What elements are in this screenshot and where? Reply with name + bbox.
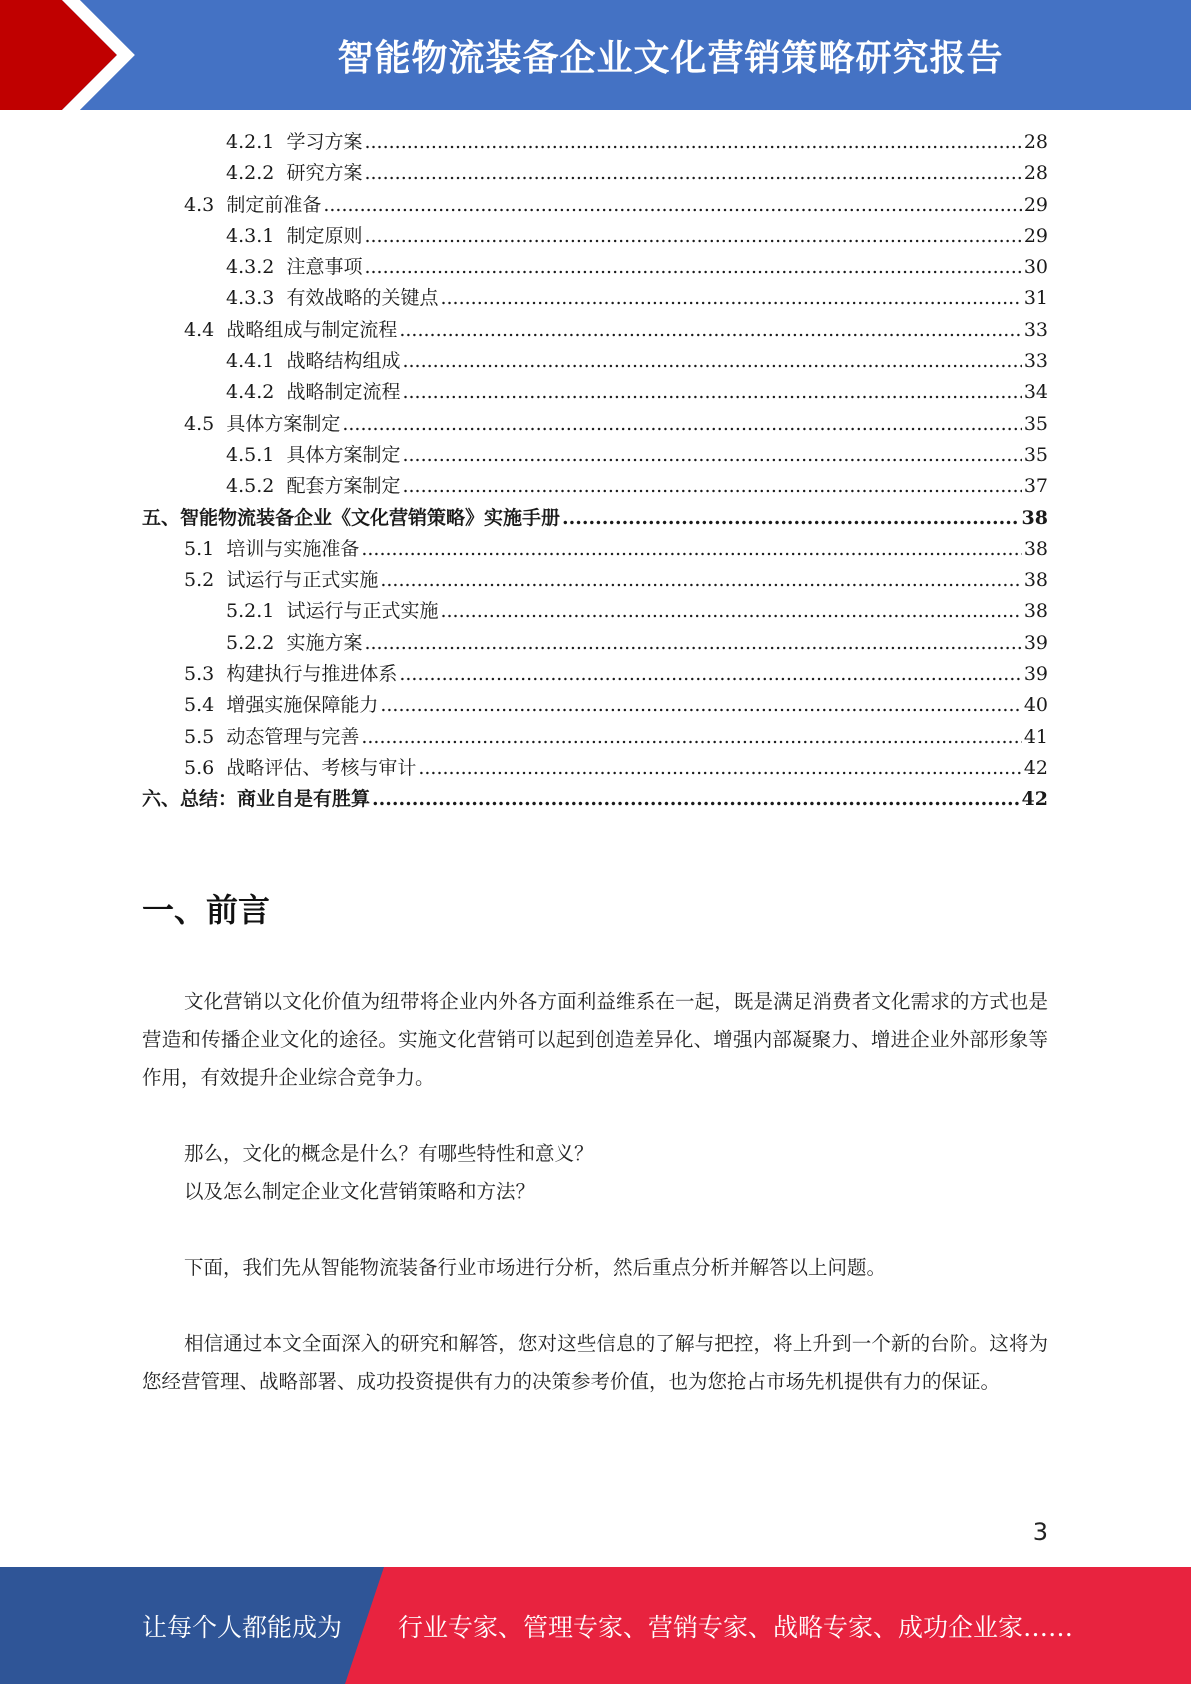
toc-entry-number: 4.3.1 <box>226 224 275 247</box>
toc-entry-label: 试运行与正式实施 <box>226 569 379 592</box>
chevron-decoration <box>0 0 160 110</box>
intro-paragraph-2: 下面，我们先从智能物流装备行业市场进行分析，然后重点分析并解答以上问题。 <box>184 1256 887 1279</box>
toc-entry-label: 试运行与正式实施 <box>286 600 439 623</box>
toc-entry-label: 智能物流装备企业《文化营销策略》实施手册 <box>180 506 561 529</box>
toc-entry-page: 33 <box>1023 350 1048 373</box>
toc-entry-page: 42 <box>1023 756 1048 779</box>
toc-entry-label: 制定原则 <box>286 224 363 247</box>
toc-entry-number: 4.3 <box>184 193 215 216</box>
toc-entry[interactable] <box>142 158 1048 189</box>
toc-entry-number: 5.5 <box>184 725 215 748</box>
toc-dot-leader <box>342 409 1021 440</box>
toc-entry-label: 制定前准备 <box>226 193 322 216</box>
table-of-contents <box>142 127 1048 816</box>
toc-entry-label: 学习方案 <box>286 131 363 153</box>
toc-entry-label: 战略制定流程 <box>286 381 401 404</box>
toc-dot-leader <box>361 722 1021 753</box>
question-line-1: 那么，文化的概念是什么？有哪些特性和意义？ <box>184 1142 594 1165</box>
toc-entry-page: 40 <box>1023 694 1048 717</box>
toc-entry-page: 28 <box>1023 162 1048 185</box>
toc-entry[interactable] <box>142 315 1048 346</box>
toc-entry[interactable] <box>142 377 1048 408</box>
toc-entry[interactable] <box>142 722 1048 753</box>
toc-entry-number: 4.5.2 <box>226 475 275 498</box>
toc-entry-label: 培训与实施准备 <box>226 537 360 560</box>
toc-entry[interactable] <box>142 252 1048 283</box>
toc-entry-page: 30 <box>1023 256 1048 279</box>
toc-entry[interactable] <box>142 440 1048 471</box>
question-lines <box>142 1135 1048 1211</box>
toc-entry-number: 4.3.2 <box>226 256 275 279</box>
toc-entry[interactable] <box>142 503 1048 534</box>
toc-entry-number: 5.2 <box>184 569 215 592</box>
intro-paragraph-3: 相信通过本文全面深入的研究和解答，您对这些信息的了解与把控，将上升到一个新的台阶。这将为您经营管理、战略部署、成功投资提供有力的决策参考价值，也为您抢占市场先机提供有力的保证。 <box>142 1332 1048 1393</box>
toc-entry-page: 29 <box>1023 224 1048 247</box>
toc-entry[interactable] <box>142 190 1048 221</box>
toc-entry-page: 38 <box>1023 537 1048 560</box>
toc-entry-page: 39 <box>1023 631 1048 654</box>
toc-entry[interactable] <box>142 784 1048 815</box>
toc-entry-page: 41 <box>1023 725 1048 748</box>
toc-entry-label: 有效战略的关键点 <box>286 287 439 310</box>
toc-entry[interactable] <box>142 221 1048 252</box>
toc-entry[interactable] <box>142 346 1048 377</box>
toc-entry-label: 配套方案制定 <box>286 475 401 498</box>
toc-dot-leader <box>380 565 1021 596</box>
toc-entry-page: 29 <box>1023 193 1048 216</box>
toc-dot-leader <box>418 753 1021 784</box>
toc-dot-leader <box>364 127 1021 158</box>
toc-entry[interactable] <box>142 471 1048 502</box>
toc-entry-label: 战略结构组成 <box>286 350 401 373</box>
toc-entry[interactable] <box>142 283 1048 314</box>
toc-entry-number: 4.5 <box>184 412 215 435</box>
toc-dot-leader <box>399 659 1021 690</box>
toc-dot-leader <box>364 252 1021 283</box>
section-heading: 一、前言 <box>142 891 271 929</box>
toc-entry-page: 31 <box>1023 287 1048 310</box>
toc-dot-leader <box>402 440 1021 471</box>
toc-entry-number: 5.4 <box>184 694 215 717</box>
toc-entry-number: 5.6 <box>184 756 215 779</box>
toc-entry-page: 38 <box>1021 506 1048 529</box>
toc-entry[interactable] <box>142 596 1048 627</box>
toc-dot-leader <box>364 158 1021 189</box>
toc-entry-page: 42 <box>1021 788 1048 811</box>
toc-entry-label: 实施方案 <box>286 631 363 654</box>
toc-entry-label: 总结：商业自是有胜算 <box>180 788 371 811</box>
toc-dot-leader <box>361 534 1021 565</box>
toc-dot-leader <box>440 283 1021 314</box>
toc-entry-label: 研究方案 <box>286 162 363 185</box>
toc-entry-number: 4.4 <box>184 318 215 341</box>
intro-paragraph-1: 文化营销以文化价值为纽带将企业内外各方面利益维系在一起，既是满足消费者文化需求的方式也是营造和传播企业文化的途径。实施文化营销可以起到创造差异化、增强内部凝聚力、增进企业外部形象等作用，有效提升企业综合竞争力。 <box>142 990 1048 1089</box>
toc-entry-number: 4.4.1 <box>226 350 275 373</box>
toc-entry-number: 5.2.1 <box>226 600 275 623</box>
page-number: 3 <box>1032 1518 1048 1546</box>
toc-entry-page: 35 <box>1023 412 1048 435</box>
toc-entry-number: 4.2.2 <box>226 162 275 185</box>
toc-dot-leader <box>323 190 1021 221</box>
toc-entry-number: 4.4.2 <box>226 381 275 404</box>
toc-entry-number: 4.3.3 <box>226 287 275 310</box>
toc-entry-number: 4.2.1 <box>226 131 275 153</box>
toc-entry-number: 五、 <box>142 506 181 529</box>
toc-dot-leader <box>402 377 1021 408</box>
toc-entry-label: 注意事项 <box>286 256 363 279</box>
toc-dot-leader <box>364 221 1021 252</box>
toc-dot-leader <box>440 596 1021 627</box>
footer-slogan-right: 行业专家、管理专家、营销专家、战略专家、成功企业家…… <box>398 1612 1074 1642</box>
toc-entry-page: 34 <box>1023 381 1048 404</box>
toc-entry-label: 具体方案制定 <box>286 443 401 466</box>
toc-dot-leader <box>402 471 1021 502</box>
toc-entry-number: 六、 <box>142 788 181 811</box>
toc-entry[interactable] <box>142 753 1048 784</box>
toc-entry[interactable] <box>142 534 1048 565</box>
toc-entry[interactable] <box>142 659 1048 690</box>
toc-entry-number: 5.1 <box>184 537 215 560</box>
toc-entry-label: 具体方案制定 <box>226 412 341 435</box>
toc-entry-number: 4.5.1 <box>226 443 275 466</box>
toc-dot-leader <box>399 315 1021 346</box>
toc-entry-page: 38 <box>1023 569 1048 592</box>
toc-entry-number: 5.2.2 <box>226 631 275 654</box>
toc-entry-label: 战略组成与制定流程 <box>226 318 398 341</box>
toc-entry-page: 35 <box>1023 443 1048 466</box>
footer-slogan-left: 让每个人都能成为 <box>142 1612 343 1642</box>
toc-dot-leader <box>364 628 1021 659</box>
toc-entry-page: 39 <box>1023 663 1048 686</box>
toc-dot-leader <box>372 784 1020 815</box>
toc-dot-leader <box>562 503 1020 534</box>
question-line-2: 以及怎么制定企业文化营销策略和方法？ <box>184 1180 536 1203</box>
footer-band <box>0 1567 1191 1684</box>
toc-entry-page: 28 <box>1023 131 1048 153</box>
toc-entry-page: 38 <box>1023 600 1048 623</box>
toc-entry-page: 37 <box>1023 475 1048 498</box>
toc-entry-label: 构建执行与推进体系 <box>226 663 398 686</box>
header-band <box>0 0 1191 110</box>
toc-entry-label: 动态管理与完善 <box>226 725 360 748</box>
toc-entry-label: 增强实施保障能力 <box>226 694 379 717</box>
toc-entry[interactable] <box>142 565 1048 596</box>
toc-dot-leader <box>402 346 1021 377</box>
toc-entry-page: 33 <box>1023 318 1048 341</box>
toc-entry[interactable] <box>142 409 1048 440</box>
report-title: 智能物流装备企业文化营销策略研究报告 <box>337 37 1004 79</box>
toc-entry-label: 战略评估、考核与审计 <box>226 756 417 779</box>
toc-entry[interactable] <box>142 690 1048 721</box>
toc-entry-number: 5.3 <box>184 663 215 686</box>
toc-entry[interactable] <box>142 628 1048 659</box>
toc-dot-leader <box>380 690 1021 721</box>
toc-entry[interactable] <box>142 127 1048 158</box>
